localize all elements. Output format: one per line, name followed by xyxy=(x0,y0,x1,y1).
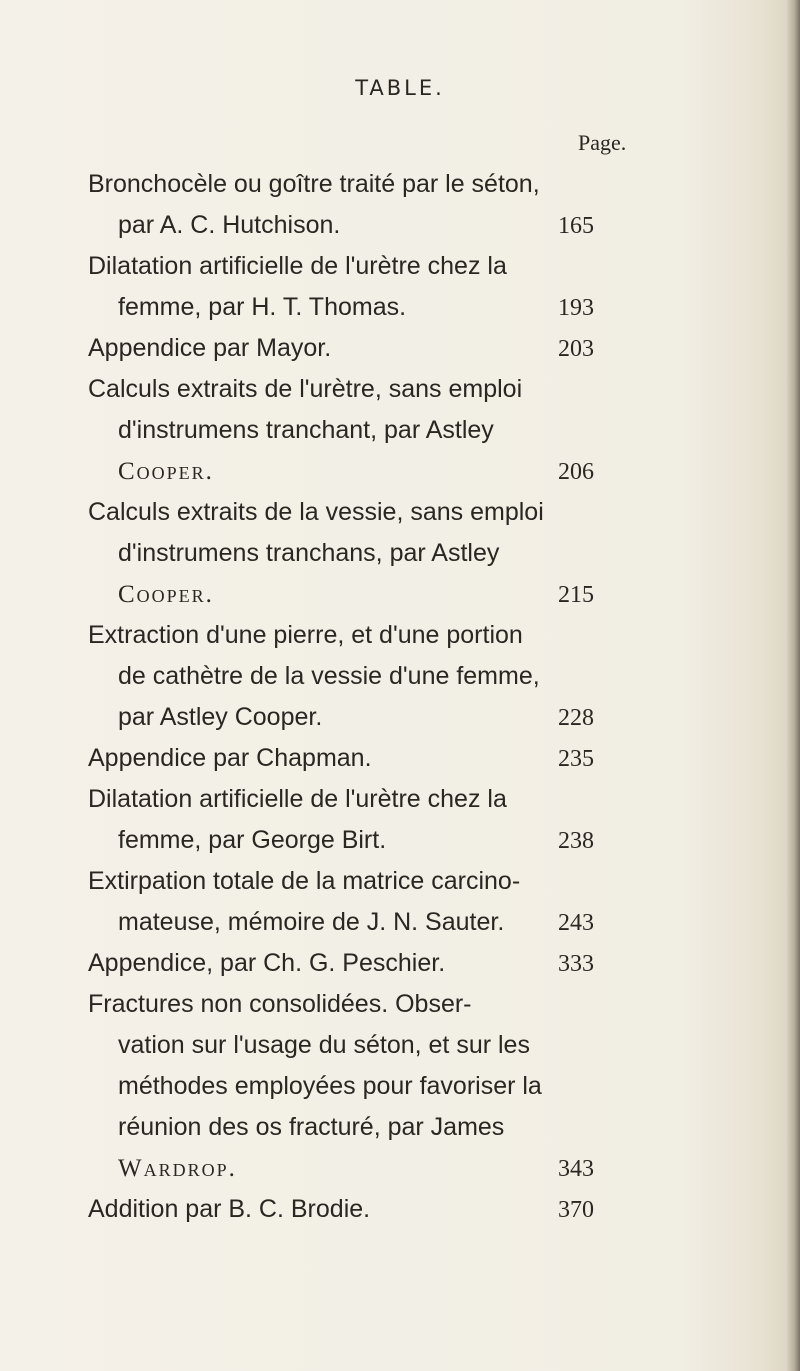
toc-line: Calculs extraits de la vessie, sans emploi xyxy=(88,498,544,526)
toc-line: Cooper. xyxy=(118,581,214,608)
toc-line: Fractures non consolidées. Obser- xyxy=(88,990,472,1018)
toc-line: vation sur l'usage du séton, et sur les xyxy=(118,1031,530,1059)
toc-line: femme, par H. T. Thomas. xyxy=(118,293,407,321)
toc-line: Addition par B. C. Brodie. xyxy=(88,1195,371,1223)
toc-line: par Astley Cooper. xyxy=(118,703,323,731)
toc-line: Dilatation artificielle de l'urètre chez la xyxy=(88,252,507,280)
toc-page-number: 235 xyxy=(558,746,594,772)
toc-line: Calculs extraits de l'urètre, sans emploi xyxy=(88,375,523,403)
page-edge-shadow xyxy=(786,0,800,1371)
toc-page-number: 215 xyxy=(558,582,594,608)
toc-line: Wardrop. xyxy=(118,1155,237,1182)
page-column-label: Page. xyxy=(578,130,627,155)
toc-line: mateuse, mémoire de J. N. Sauter. xyxy=(118,908,505,936)
toc-line: méthodes employées pour favoriser la xyxy=(118,1072,542,1100)
toc-page-number: 228 xyxy=(558,705,594,731)
toc-page-number: 343 xyxy=(558,1156,594,1182)
toc-line: Appendice par Mayor. xyxy=(88,334,332,362)
toc-line: d'instrumens tranchant, par Astley xyxy=(118,416,494,444)
toc-line: Extraction d'une pierre, et d'une portion xyxy=(88,621,523,649)
toc-line: Bronchocèle ou goître traité par le séton, xyxy=(88,170,540,198)
toc-line: d'instrumens tranchans, par Astley xyxy=(118,539,500,567)
toc-page-number: 370 xyxy=(558,1197,594,1223)
toc-line: de cathètre de la vessie d'une femme, xyxy=(118,662,540,690)
toc-line: par A. C. Hutchison. xyxy=(118,211,341,239)
toc-line: Appendice, par Ch. G. Peschier. xyxy=(88,949,446,977)
toc-page-number: 165 xyxy=(558,213,594,239)
toc-line: femme, par George Birt. xyxy=(118,826,387,854)
toc-page-number: 243 xyxy=(558,910,594,936)
toc-page-number: 206 xyxy=(558,459,594,485)
toc-page-number: 238 xyxy=(558,828,594,854)
toc-line: Extirpation totale de la matrice carcino- xyxy=(88,867,521,895)
toc-line: réunion des os fracturé, par James xyxy=(118,1113,505,1141)
toc-page-number: 203 xyxy=(558,336,594,362)
toc-page-number: 193 xyxy=(558,295,594,321)
toc-page-number: 333 xyxy=(558,951,594,977)
toc-line: Cooper. xyxy=(118,458,214,485)
toc-line: Dilatation artificielle de l'urètre chez la xyxy=(88,785,507,813)
toc-line: Appendice par Chapman. xyxy=(88,744,372,772)
page-title: TABLE. xyxy=(355,76,445,100)
